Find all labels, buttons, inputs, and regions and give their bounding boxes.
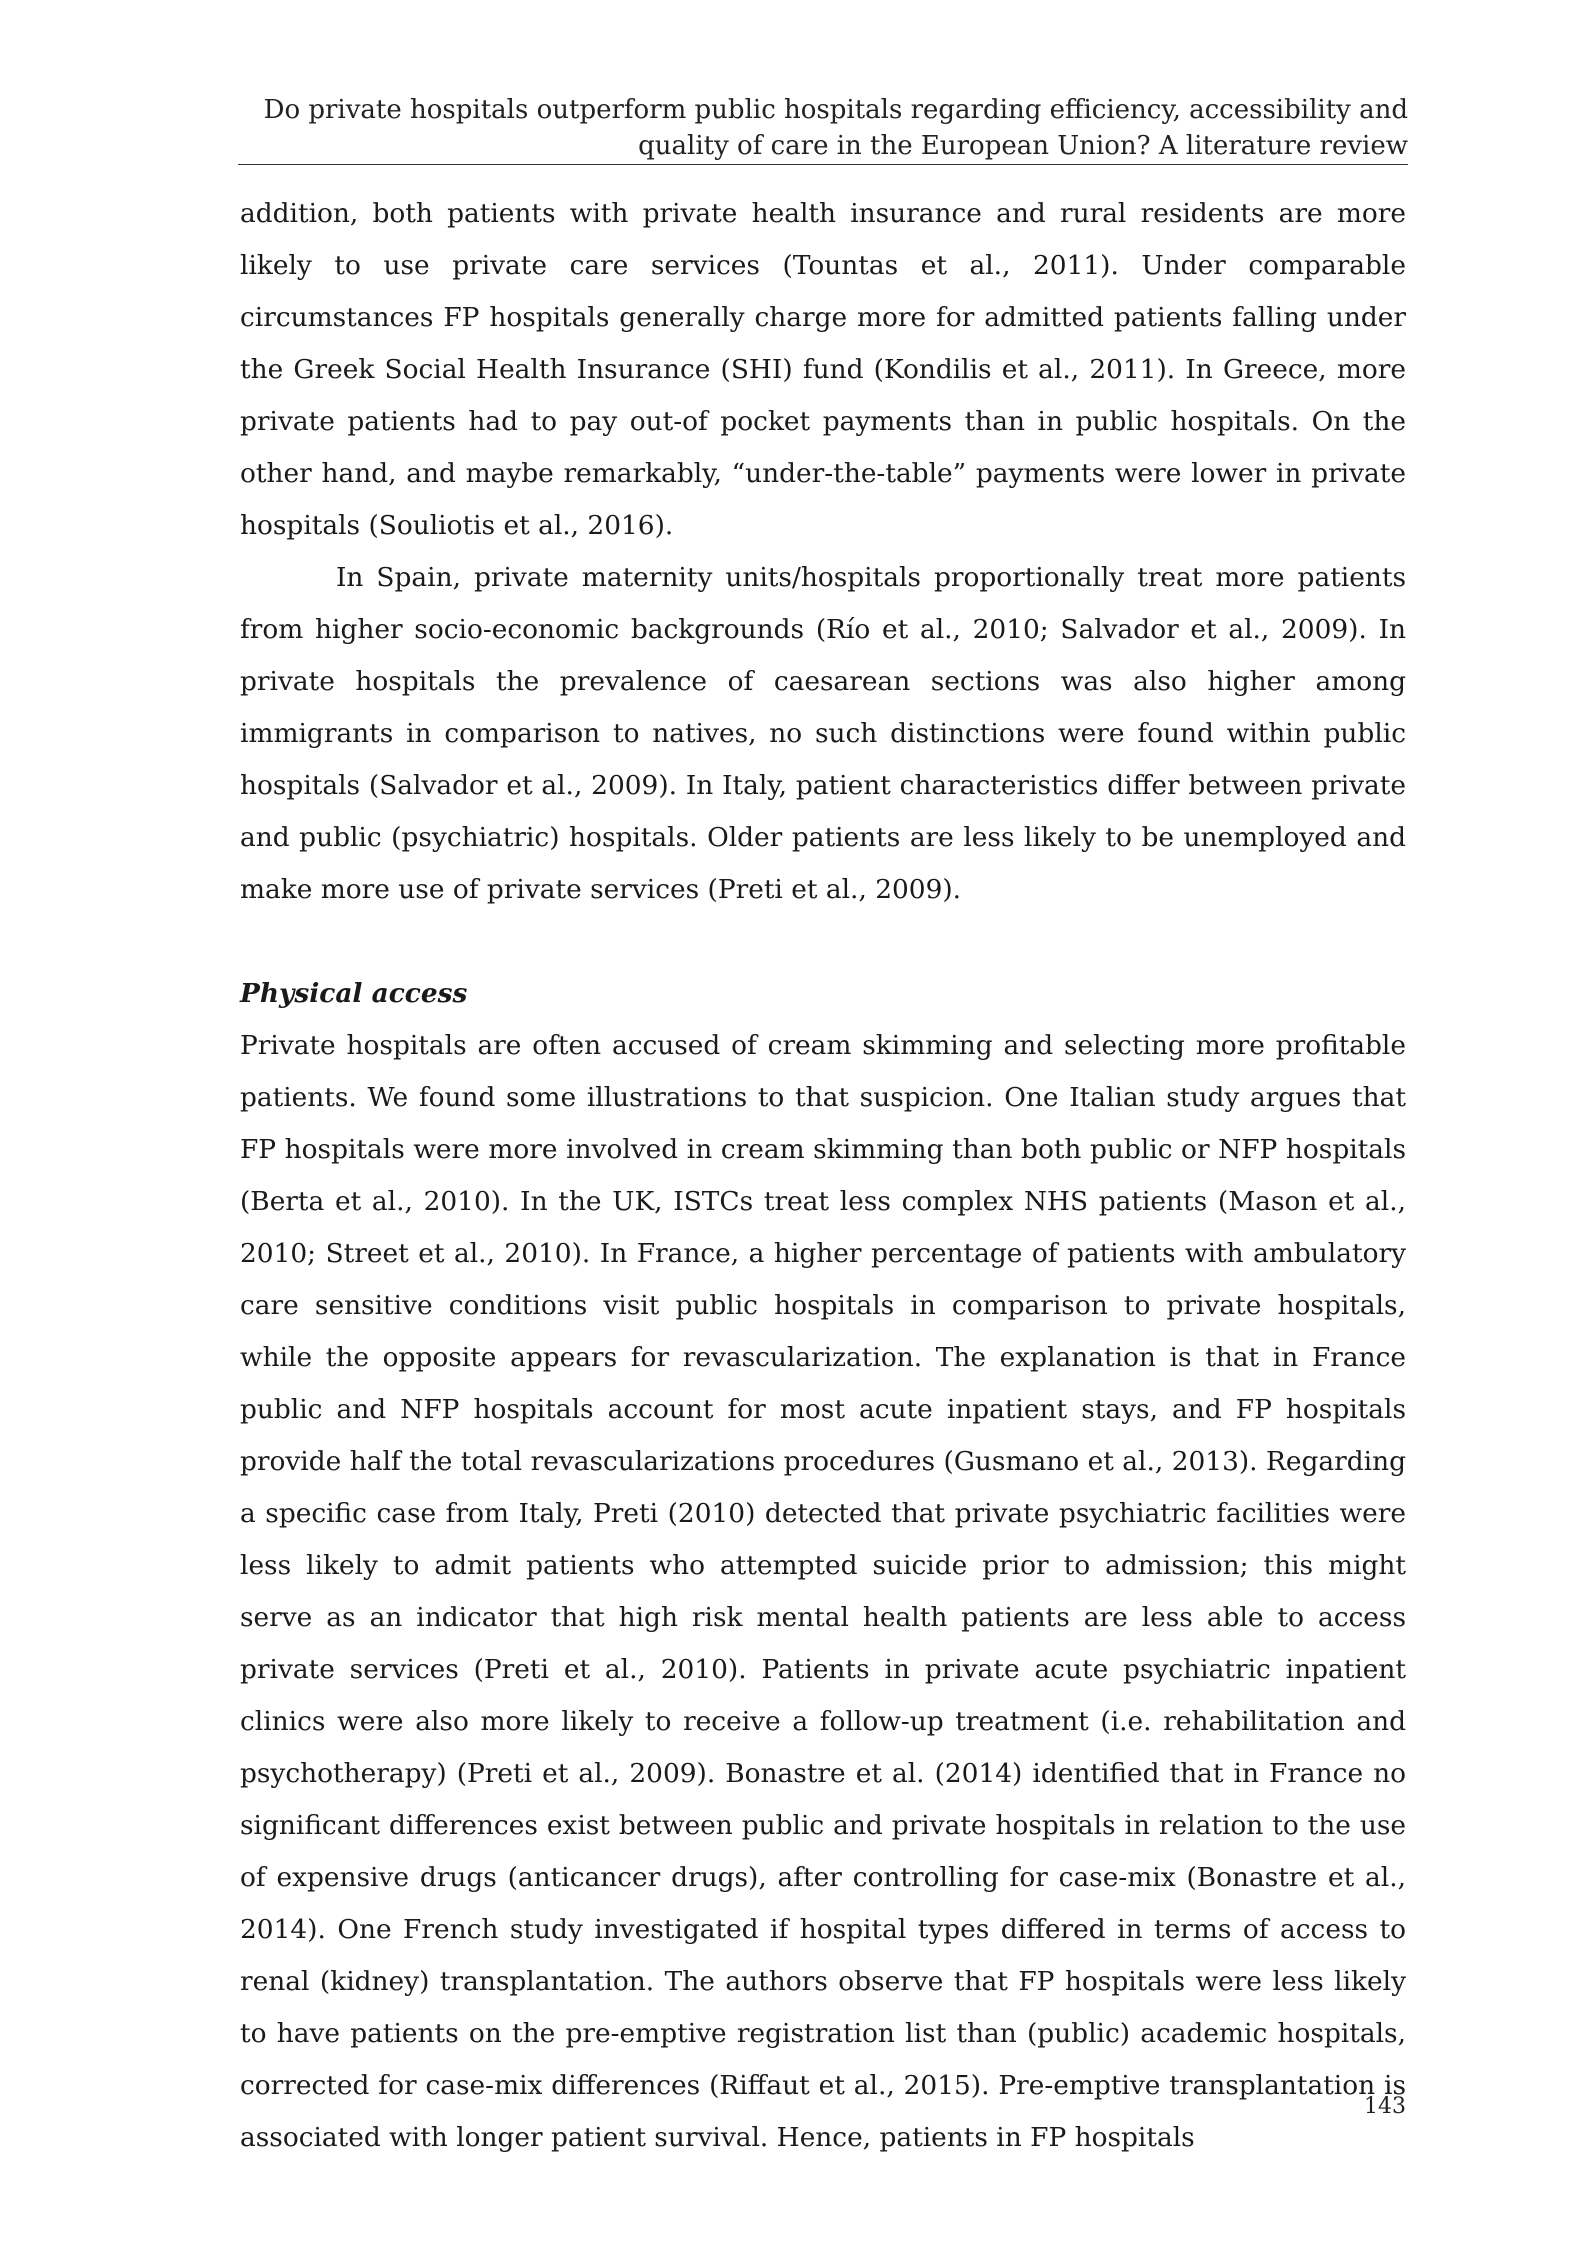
paragraph-spain-italy: In Spain, private maternity units/hospitals proportionally treat more patients from higher socio-economic backgrounds (Río et al., 2010; Salvador et al., 2009). In private hospitals the prevalence of caesarean sections was also higher among immigrants in comparison to natives, no such distinctions were found within public hospitals (Salvador et al., 2009). In Italy, patient characteristics differ between private and public (psychiatric) hospitals. Older patients are less likely to be unemployed and make more use of private services (Preti et al., 2009). — [240, 562, 1406, 905]
paragraph-physical-access: Private hospitals are often accused of cream skimming and selecting more profitable patients. We found some illustrations to that suspicion. One Italian study argues that FP hospitals were more involved in cream skimming than both public or NFP hospitals (Berta et al., 2010). In the UK, ISTCs treat less complex NHS patients (Mason et al., 2010; Street et al., 2010). In France, a higher percentage of patients with ambulatory care sensitive conditions visit public hospitals in comparison to private hospitals, while the opposite appears for revascularization. The explanation is that in France public and NFP hospitals account for most acute inpatient stays, and FP hospitals provide half the total revascularizations procedures (Gusmano et al., 2013). Regarding a specific case from Italy, Preti (2010) detected that private psychiatric facilities were less likely to admit patients who attempted suicide prior to admission; this might serve as an indicator that high risk mental health patients are less able to access private services (Preti et al., 2010). Patients in private acute psychiatric inpatient clinics were also more likely to receive a follow-up treatment (i.e. rehabilitation and psychotherapy) (Preti et al., 2009). Bonastre et al. (2014) identified that in France no significant differences exist between public and private hospitals in relation to the use of expensive drugs (anticancer drugs), after controlling for case-mix (Bonastre et al., 2014). One French study investigated if hospital types differed in terms of access to renal (kidney) transplantation. The authors observe that FP hospitals were less likely to have patients on the pre-emptive registration list than (public) academic hospitals, corrected for case-mix differences (Riffaut et al., 2015). Pre-emptive transplantation is associated with longer patient survival. Hence, patients in FP hospitals — [240, 1030, 1406, 2153]
running-header — [238, 92, 1408, 164]
header-divider — [238, 164, 1408, 165]
body-text — [240, 188, 1406, 2164]
running-header-line-2: quality of care in the European Union? A literature review — [638, 131, 1408, 161]
page-number: 143 — [1364, 2094, 1406, 2119]
paragraph-greece: addition, both patients with private health insurance and rural residents are more likely to use private care services (Tountas et al., 2011). Under comparable circumstances FP hospitals generally charge more for admitted patients falling under the Greek Social Health Insurance (SHI) fund (Kondilis et al., 2011). In Greece, more private patients had to pay out-of pocket payments than in public hospitals. On the other hand, and maybe remarkably, “under-the-table” payments were lower in private hospitals (Souliotis et al., 2016). — [240, 198, 1406, 541]
running-header-line-1: Do private hospitals outperform public hospitals regarding efficiency, accessibility and — [263, 95, 1408, 125]
section-heading-physical-access: Physical access — [240, 978, 468, 1009]
